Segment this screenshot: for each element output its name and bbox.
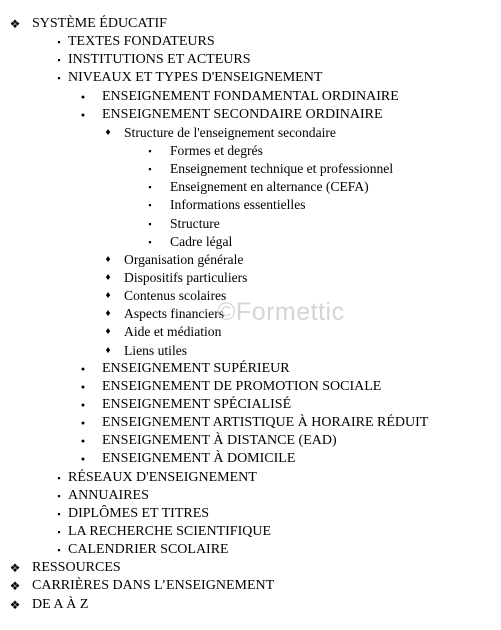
outline-item-label: ENSEIGNEMENT SUPÉRIEUR bbox=[102, 360, 290, 376]
square-bullet-icon: ▪ bbox=[57, 508, 61, 519]
square-bullet-icon: ▪ bbox=[148, 145, 152, 156]
outline-item-label: Aspects financiers bbox=[124, 306, 225, 322]
outline-item-label: RESSOURCES bbox=[32, 560, 121, 576]
outline-item-level-2[interactable] bbox=[0, 378, 501, 396]
outline-item-level-1[interactable] bbox=[0, 33, 501, 51]
outline-item-label: CALENDRIER SCOLAIRE bbox=[68, 542, 229, 558]
watermark: ©Formettic bbox=[217, 298, 345, 326]
outline-item-label: ENSEIGNEMENT ARTISTIQUE À HORAIRE RÉDUIT bbox=[102, 415, 429, 431]
diamond-cluster-bullet-icon: ❖ bbox=[9, 597, 21, 612]
outline-item-level-4[interactable] bbox=[0, 142, 501, 160]
square-bullet-icon: ▪ bbox=[57, 545, 61, 556]
outline-item-level-1[interactable] bbox=[0, 487, 501, 505]
outline-item-label: SYSTÈME ÉDUCATIF bbox=[32, 16, 167, 31]
outline-item-level-2[interactable] bbox=[0, 360, 501, 378]
square-bullet-icon: ▪ bbox=[148, 182, 152, 193]
outline-item-level-3[interactable] bbox=[0, 124, 501, 142]
outline-item-label: ENSEIGNEMENT SECONDAIRE ORDINAIRE bbox=[102, 106, 383, 122]
diamond-bullet-icon: ♦ bbox=[105, 344, 111, 356]
diamond-bullet-icon: ♦ bbox=[105, 290, 111, 302]
outline-item-level-0[interactable] bbox=[0, 559, 501, 577]
diamond-cluster-bullet-icon: ❖ bbox=[9, 17, 21, 31]
outline-item-level-0[interactable] bbox=[0, 15, 501, 33]
outline-item-label: ENSEIGNEMENT FONDAMENTAL ORDINAIRE bbox=[102, 88, 399, 104]
diamond-bullet-icon: ♦ bbox=[105, 253, 111, 265]
outline-item-level-2[interactable] bbox=[0, 414, 501, 432]
outline-item-label: NIVEAUX ET TYPES D'ENSEIGNEMENT bbox=[68, 70, 323, 86]
outline-item-level-1[interactable] bbox=[0, 541, 501, 559]
disc-bullet-icon: ● bbox=[80, 437, 86, 446]
outline-item-label: Structure de l'enseignement secondaire bbox=[124, 124, 336, 140]
outline-item-label: Informations essentielles bbox=[170, 197, 306, 213]
outline-item-label: RÉSEAUX D'ENSEIGNEMENT bbox=[68, 469, 257, 485]
outline-item-label: Contenus scolaires bbox=[124, 288, 227, 304]
outline-item-level-4[interactable] bbox=[0, 178, 501, 196]
outline-item-label: DIPLÔMES ET TITRES bbox=[68, 505, 210, 521]
disc-bullet-icon: ● bbox=[80, 455, 86, 464]
outline-item-level-4[interactable] bbox=[0, 215, 501, 233]
diamond-bullet-icon: ♦ bbox=[105, 326, 111, 338]
outline-item-level-1[interactable] bbox=[0, 469, 501, 487]
outline-item-level-2[interactable] bbox=[0, 106, 501, 124]
disc-bullet-icon: ● bbox=[80, 419, 86, 428]
square-bullet-icon: ▪ bbox=[57, 37, 61, 48]
outline-item-label: TEXTES FONDATEURS bbox=[68, 34, 215, 50]
outline-item-level-4[interactable] bbox=[0, 233, 501, 251]
outline-item-level-2[interactable] bbox=[0, 88, 501, 106]
outline-item-label: ENSEIGNEMENT SPÉCIALISÉ bbox=[102, 396, 292, 412]
outline-item-label: CARRIÈRES DANS L’ENSEIGNEMENT bbox=[32, 578, 275, 594]
diamond-cluster-bullet-icon: ❖ bbox=[9, 561, 21, 576]
outline-item-level-2[interactable] bbox=[0, 432, 501, 450]
outline-item-level-1[interactable] bbox=[0, 523, 501, 541]
outline-item-level-0[interactable] bbox=[0, 577, 501, 595]
square-bullet-icon: ▪ bbox=[57, 73, 61, 84]
outline-item-label: ENSEIGNEMENT À DISTANCE (EAD) bbox=[102, 433, 337, 449]
diamond-bullet-icon: ♦ bbox=[105, 126, 111, 138]
outline-item-level-2[interactable] bbox=[0, 396, 501, 414]
outline-item-label: Organisation générale bbox=[124, 251, 244, 267]
outline-item-level-4[interactable] bbox=[0, 160, 501, 178]
outline-item-level-3[interactable] bbox=[0, 305, 501, 323]
outline-list bbox=[0, 15, 501, 614]
disc-bullet-icon: ● bbox=[80, 364, 86, 373]
outline-item-label: ENSEIGNEMENT À DOMICILE bbox=[102, 451, 296, 467]
outline-item-label: DE A À Z bbox=[32, 596, 89, 612]
outline-item-level-0[interactable] bbox=[0, 596, 501, 614]
outline-item-label: Structure bbox=[170, 215, 220, 231]
square-bullet-icon: ▪ bbox=[148, 164, 152, 175]
outline-item-level-3[interactable] bbox=[0, 269, 501, 287]
outline-item-level-3[interactable] bbox=[0, 323, 501, 341]
outline-item-level-3[interactable] bbox=[0, 287, 501, 305]
outline-item-label: ANNUAIRES bbox=[68, 487, 149, 503]
outline-item-level-3[interactable] bbox=[0, 251, 501, 269]
outline-item-label: INSTITUTIONS ET ACTEURS bbox=[68, 52, 251, 68]
outline-item-level-2[interactable] bbox=[0, 450, 501, 468]
outline-item-level-1[interactable] bbox=[0, 69, 501, 87]
square-bullet-icon: ▪ bbox=[57, 526, 61, 537]
outline-item-label: Enseignement en alternance (CEFA) bbox=[170, 179, 369, 195]
square-bullet-icon: ▪ bbox=[148, 236, 152, 247]
disc-bullet-icon: ● bbox=[80, 92, 86, 101]
square-bullet-icon: ▪ bbox=[148, 218, 152, 229]
outline-item-label: Cadre légal bbox=[170, 233, 233, 249]
outline-item-level-4[interactable] bbox=[0, 196, 501, 214]
outline-item-label: ENSEIGNEMENT DE PROMOTION SOCIALE bbox=[102, 378, 382, 394]
square-bullet-icon: ▪ bbox=[57, 55, 61, 66]
outline-item-label: Formes et degrés bbox=[170, 142, 263, 158]
outline-item-label: Dispositifs particuliers bbox=[124, 269, 248, 285]
outline-item-label: Liens utiles bbox=[124, 342, 188, 358]
square-bullet-icon: ▪ bbox=[57, 472, 61, 483]
diamond-bullet-icon: ♦ bbox=[105, 271, 111, 283]
diamond-cluster-bullet-icon: ❖ bbox=[9, 579, 21, 594]
square-bullet-icon: ▪ bbox=[148, 200, 152, 211]
outline-item-label: LA RECHERCHE SCIENTIFIQUE bbox=[68, 523, 271, 539]
outline-item-level-1[interactable] bbox=[0, 51, 501, 69]
disc-bullet-icon: ● bbox=[80, 382, 86, 391]
outline-item-level-1[interactable] bbox=[0, 505, 501, 523]
outline-item-level-3[interactable] bbox=[0, 342, 501, 360]
outline-item-label: Enseignement technique et professionnel bbox=[170, 161, 394, 177]
disc-bullet-icon: ● bbox=[80, 400, 86, 409]
square-bullet-icon: ▪ bbox=[57, 490, 61, 501]
outline-item-label: Aide et médiation bbox=[124, 324, 222, 340]
disc-bullet-icon: ● bbox=[80, 110, 86, 119]
diamond-bullet-icon: ♦ bbox=[105, 308, 111, 320]
